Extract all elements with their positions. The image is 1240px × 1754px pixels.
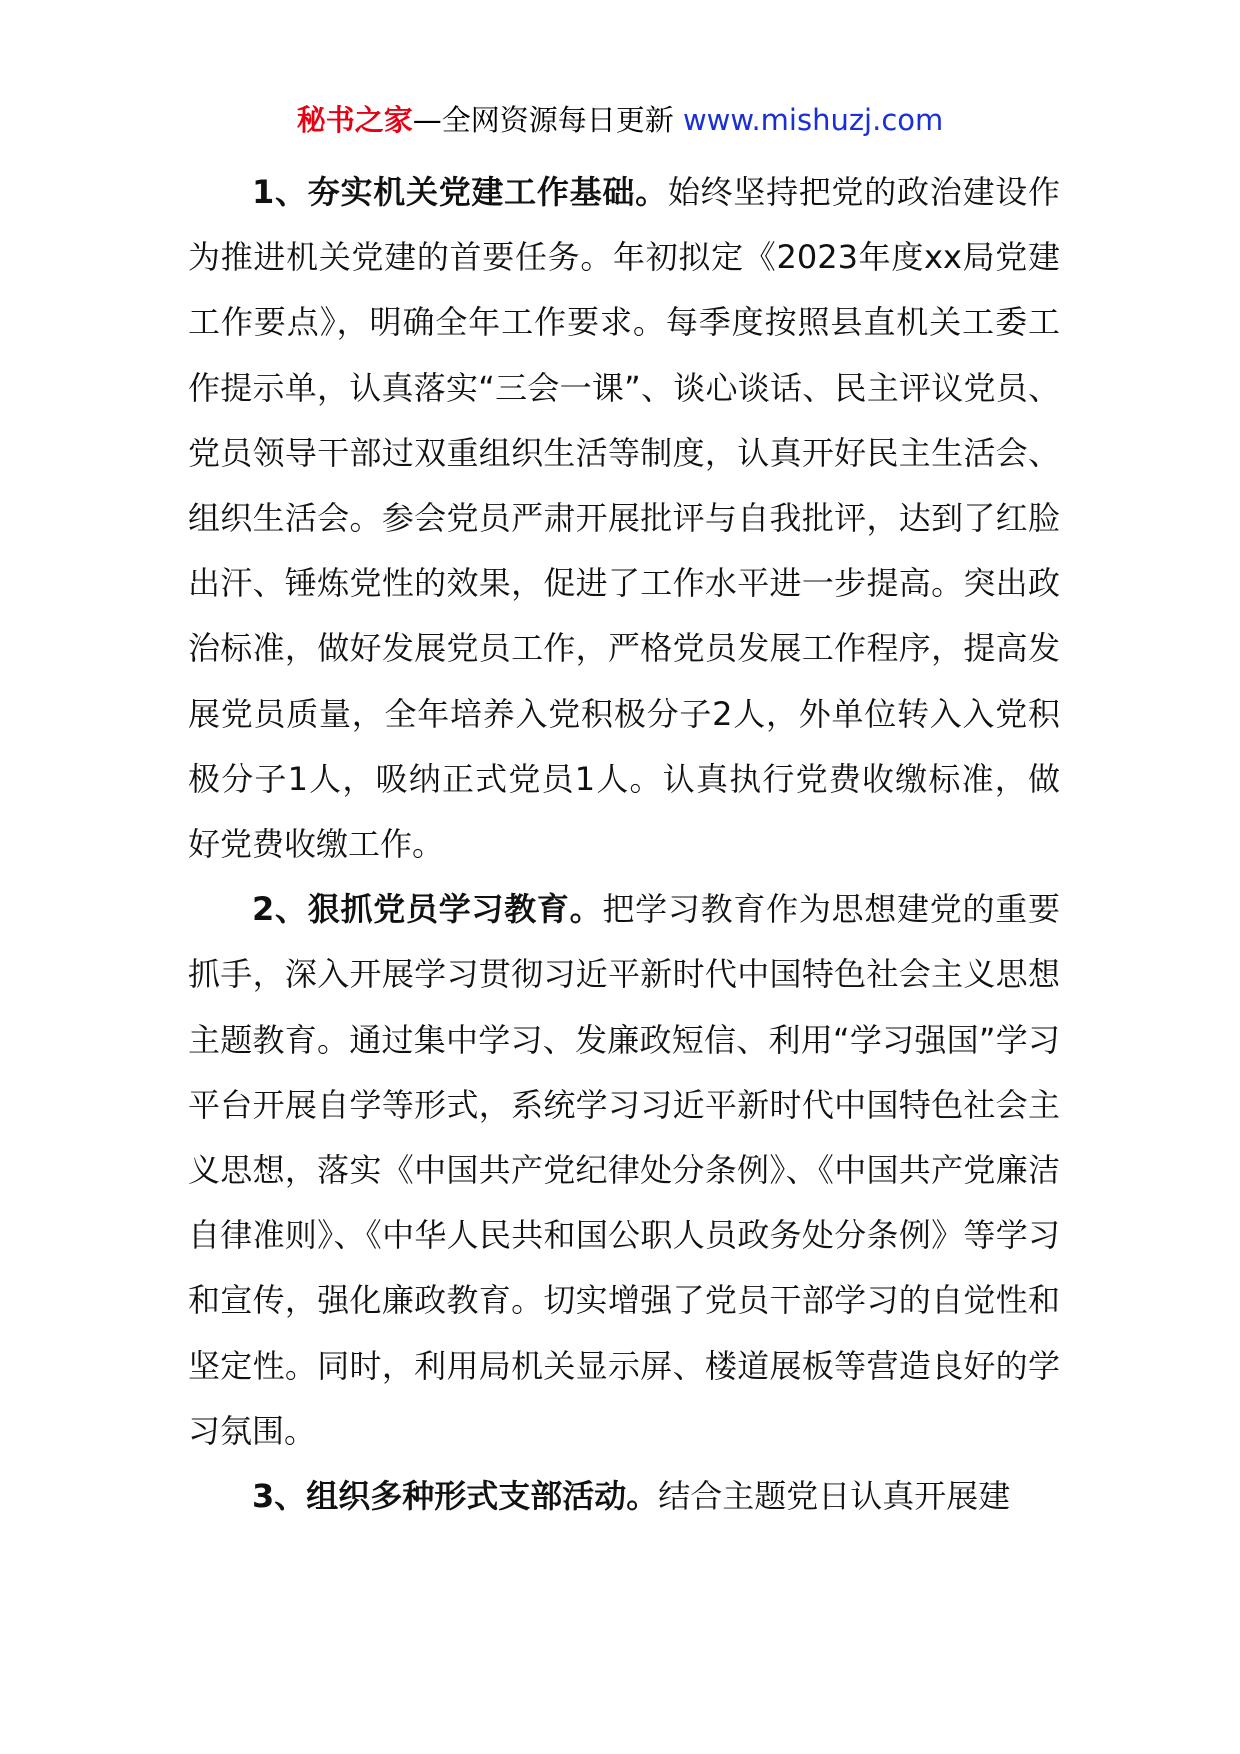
website-link[interactable]: www.mishuzj.com — [682, 103, 944, 137]
paragraph-heading: 2、狠抓党员学习教育。 — [252, 890, 603, 929]
page-header — [0, 100, 1240, 140]
brand-name: 秘书之家 — [296, 103, 413, 137]
paragraph-3 — [188, 1464, 1060, 1529]
paragraph-heading: 1、夯实机关党建工作基础。 — [252, 173, 668, 211]
paragraph-2 — [188, 877, 1060, 1464]
paragraph-1 — [188, 160, 1060, 877]
paragraph-text: 把学习教育作为思想建党的重要抓手，深入开展学习贯彻习近平新时代中国特色社会主义思想主题教育。通过集中学习、发廉政短信、利用“学习强国”学习平台开展自学等形式，系统学习习近平新时代中国特色社会主义思想，落实《中国共产党纪律处分条例》、《中国共产党廉洁自律准则》、《中华人民共和国公职人员政务处分条例》等学习和宣传，强化廉政教育。切实增强了党员干部学习的自觉性和坚定性。同时，利用局机关显示屏、楼道展板等营造良好的学习氛围。 — [188, 890, 1060, 1450]
document-body — [188, 160, 1060, 1529]
paragraph-heading: 3、组织多种形式支部活动。 — [252, 1477, 659, 1516]
paragraph-text: 结合主题党日认真开展建 — [658, 1477, 1011, 1516]
header-slogan: —全网资源每日更新 — [412, 103, 674, 137]
paragraph-text: 始终坚持把党的政治建设作为推进机关党建的首要任务。年初拟定《2023年度xx局党建工作要点》，明确全年工作要求。每季度按照县直机关工委工作提示单，认真落实“三会一课”、谈心谈话、民主评议党员、党员领导干部过双重组织生活等制度，认真开好民主生活会、组织生活会。参会党员严肃开展批评与自我批评，达到了红脸出汗、锤炼党性的效果，促进了工作水平进一步提高。突出政治标准，做好发展党员工作，严格党员发展工作程序，提高发展党员质量，全年培养入党积极分子2人，外单位转入入党积极分子1人，吸纳正式党员1人。认真执行党费收缴标准，做好党费收缴工作。 — [188, 173, 1060, 864]
